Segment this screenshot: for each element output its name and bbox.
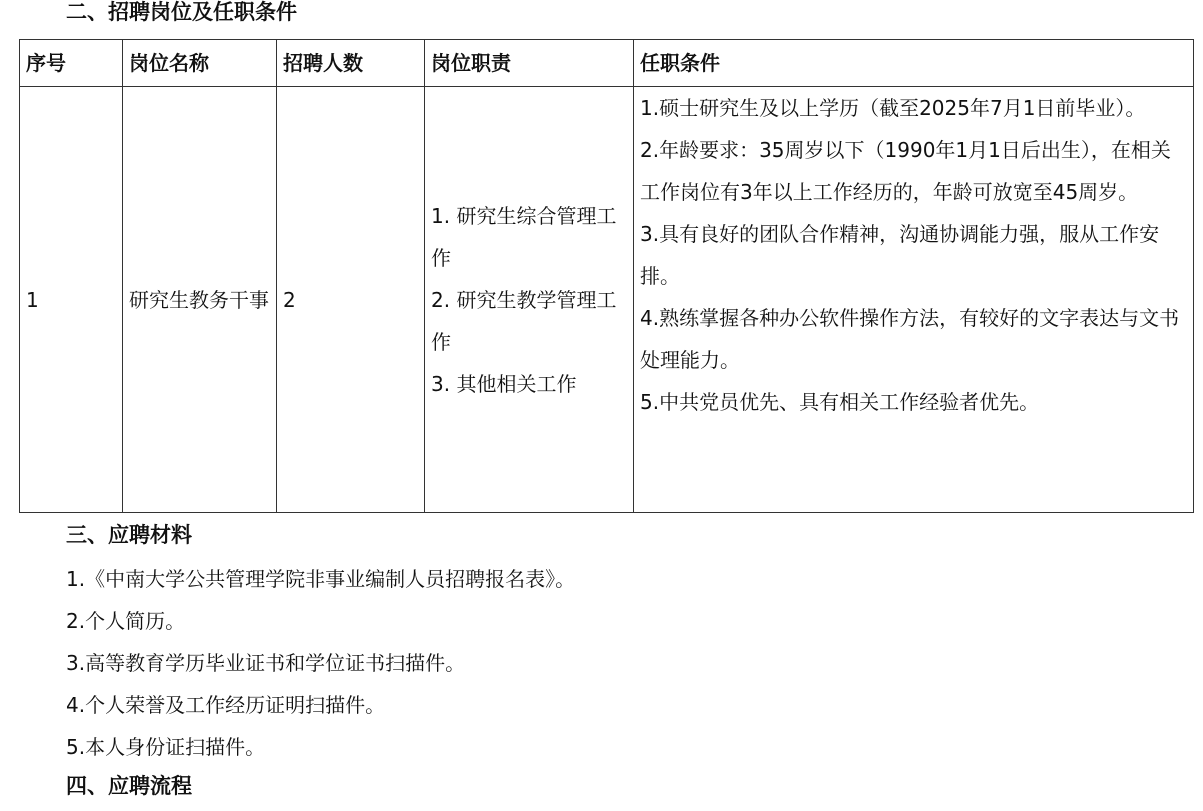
header-requirements: 任职条件 <box>634 40 1194 87</box>
duty-item: 2. 研究生教学管理工作 <box>431 287 617 354</box>
list-item: 4.个人荣誉及工作经历证明扫描件。 <box>66 693 386 717</box>
requirement-item: 4.熟练掌握各种办公软件操作方法，有较好的文字表达与文书处理能力。 <box>640 306 1180 372</box>
cell-requirements <box>634 87 1194 513</box>
section-heading-materials: 三、应聘材料 <box>66 523 192 547</box>
cell-index: 1 <box>20 87 123 513</box>
header-headcount: 招聘人数 <box>277 40 425 87</box>
requirement-item: 5.中共党员优先、具有相关工作经验者优先。 <box>640 390 1040 414</box>
list-item: 5.本人身份证扫描件。 <box>66 735 266 759</box>
requirement-item: 2.年龄要求：35周岁以下（1990年1月1日后出生），在相关工作岗位有3年以上工作经历的，年龄可放宽至45周岁。 <box>640 138 1171 204</box>
cell-headcount: 2 <box>277 87 425 513</box>
list-item: 1.《中南大学公共管理学院非事业编制人员招聘报名表》。 <box>66 567 576 591</box>
requirement-item: 3.具有良好的团队合作精神，沟通协调能力强，服从工作安排。 <box>640 222 1160 288</box>
cell-position-name: 研究生教务干事 <box>123 87 277 513</box>
materials-list <box>66 558 575 768</box>
duty-item: 1. 研究生综合管理工作 <box>431 203 617 270</box>
table-header-row <box>20 40 1194 87</box>
list-item: 3.高等教育学历毕业证书和学位证书扫描件。 <box>66 651 466 675</box>
list-item: 2.个人简历。 <box>66 609 186 633</box>
section-heading-positions: 二、招聘岗位及任职条件 <box>66 0 297 24</box>
recruitment-table <box>19 39 1194 513</box>
header-index: 序号 <box>20 40 123 87</box>
section-heading-process: 四、应聘流程 <box>66 774 192 798</box>
duty-item: 3. 其他相关工作 <box>431 371 577 396</box>
header-duties: 岗位职责 <box>425 40 634 87</box>
table-row <box>20 87 1194 513</box>
header-position-name: 岗位名称 <box>123 40 277 87</box>
requirement-item: 1.硕士研究生及以上学历（截至2025年7月1日前毕业）。 <box>640 96 1146 120</box>
cell-duties <box>425 87 634 513</box>
